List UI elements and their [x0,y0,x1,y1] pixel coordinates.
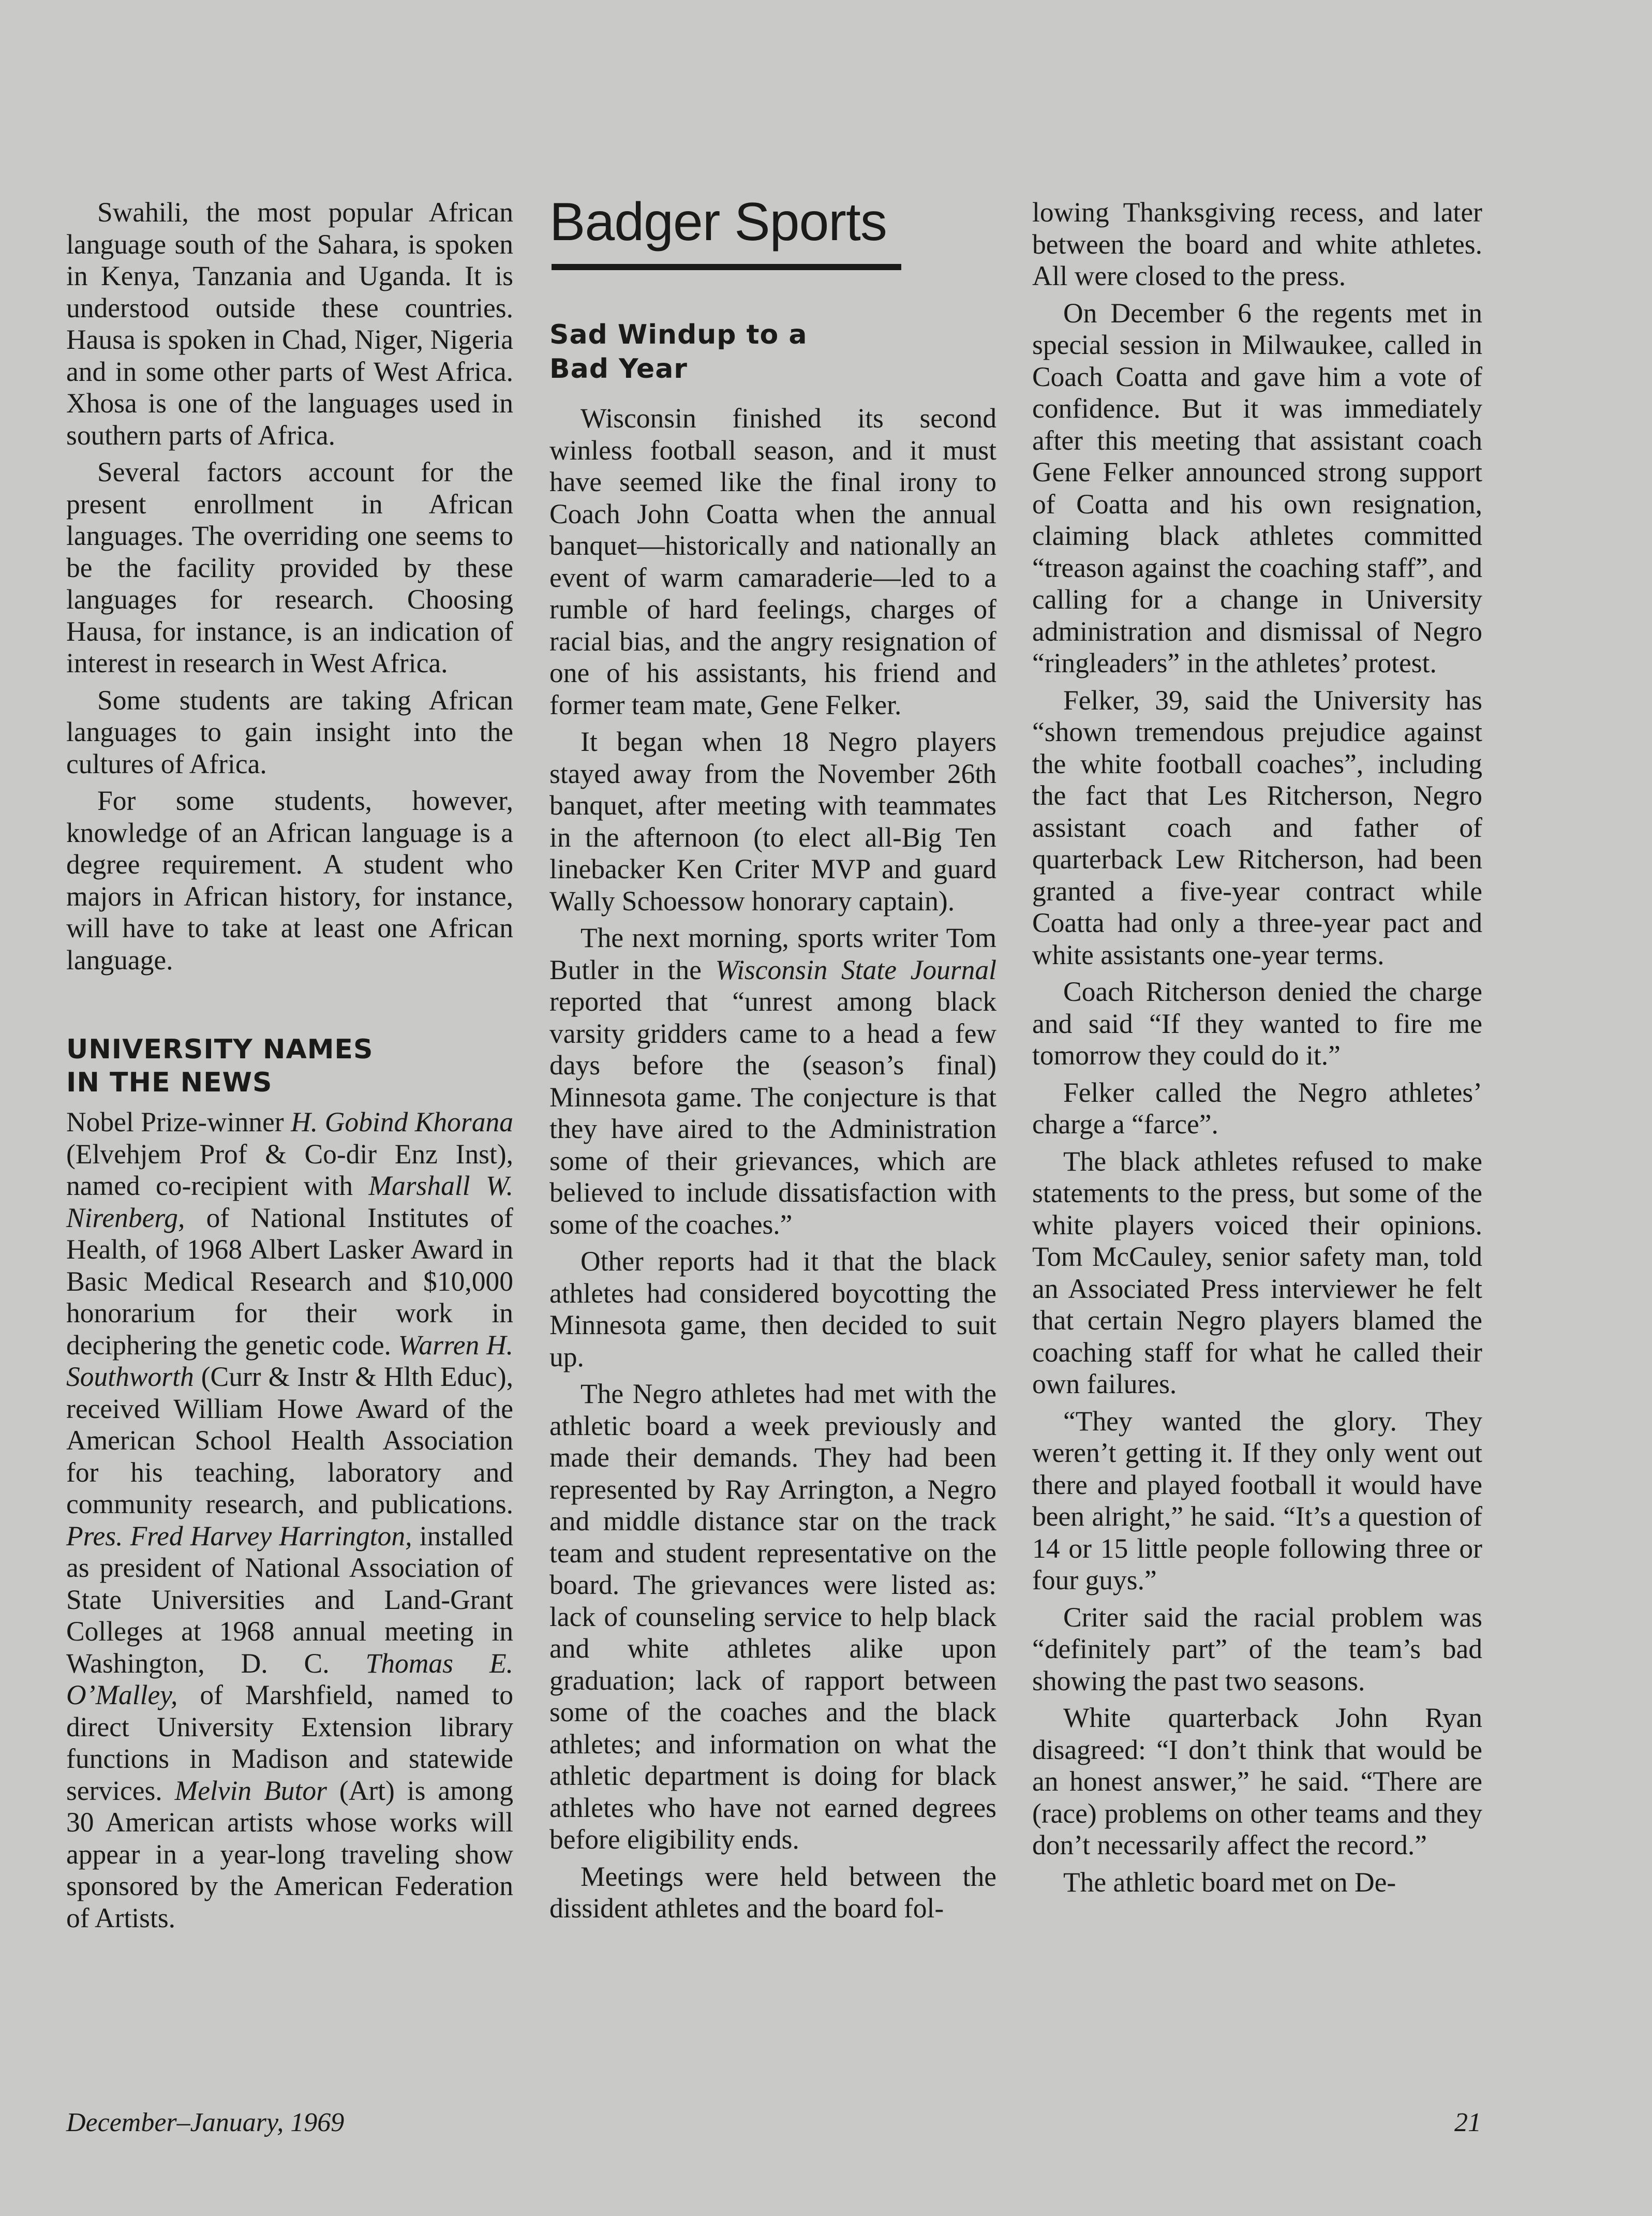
paragraph: Coach Ritcherson denied the charge and said “If they wanted to fire me tomorrow they could do it.” [1032,976,1482,1071]
footer-date: December–January, 1969 [66,2108,345,2137]
university-news-paragraph: Nobel Prize-winner H. Gobind Khorana (Elvehjem Prof & Co-dir Enz Inst), named co-recipient with Marshall W. Nirenberg, of National Institutes of Health, of 1968 Albert Lasker Award in Basic Medical Research and $10,000 honorarium for their work in deciphering the genetic code. Warren H. Southworth (Curr & Instr & Hlth Educ), received William Howe Award of the American School Health Association for his teaching, laboratory and community research, and publications. Pres. Fred Harvey Harrington, installed as president of National Association of State Universities and Land-Grant Colleges at 1968 annual meeting in Washington, D. C. Thomas E. O’Malley, of Marshfield, named to direct University Extension library functions in Madison and statewide services. Melvin Butor (Art) is among 30 American artists whose works will appear in a year-long traveling show sponsored by the American Federation of Artists. [66,1106,514,1933]
paragraph: Felker called the Negro athletes’ charge a “farce”. [1032,1076,1482,1140]
paragraph: Felker, 39, said the University has “shown tremendous prejudice against the white football coaches”, including the fact that Les Ritcherson, Negro assistant coach and father of quarterback Lew Ritcherson, had been granted a five-year contract while Coatta had only a three-year pact and white assistants one-year terms. [1032,684,1482,970]
paragraph: Wisconsin finished its second winless football season, and it must have seemed like the final irony to Coach John Coatta when the annual banquet—historically and nationally an event of warm camaraderie—led to a rumble of hard feelings, charges of racial bias, and the angry resignation of one of his assistants, his friend and former team mate, Gene Felker. [549,403,996,720]
right-column [1032,197,1482,1903]
paragraph: White quarterback John Ryan disagreed: “I don’t think that would be an honest answer,” he said. “There are (race) problems on other teams and they don’t necessarily affect the record.” [1032,1702,1482,1860]
paragraph: lowing Thanksgiving recess, and later between the board and white athletes. All were closed to the press. [1032,197,1482,291]
page-number: 21 [1454,2108,1481,2137]
paragraph: Some students are taking African languages to gain insight into the cultures of Africa. [66,684,513,779]
paragraph: Other reports had it that the black athletes had considered boycotting the Minnesota game, then decided to suit up. [549,1246,996,1372]
left-column [66,197,513,1939]
paragraph: Several factors account for the present enrollment in African languages. The overriding one seems to be the facility provided by these languages for research. Choosing Hausa, for instance, is an indication of interest in research in West Africa. [66,456,513,678]
paragraph: Criter said the racial problem was “definitely part” of the team’s bad showing the past two seasons. [1032,1601,1482,1696]
paragraph: The Negro athletes had met with the athletic board a week previously and made their demands. They had been represented by Ray Arrington, a Negro and middle distance star on the track team and student representative on the board. The grievances were listed as: lack of counseling service to help black and white athletes alike upon graduation; lack of rapport between some of the coaches and the black athletes; and information on what the athletic department is doing for black athletes who have not earned degrees before eligibility ends. [549,1378,996,1855]
university-names-heading: UNIVERSITY NAMES IN THE NEWS [66,1034,374,1098]
paragraph: The athletic board met on De- [1063,1866,1396,1898]
paragraph: “They wanted the glory. They weren’t getting it. If they only went out there and played football it would have been alright,” he said. “It’s a question of 14 or 15 little people following three or four guys.” [1032,1405,1482,1595]
paragraph: Meetings were held between the dissident athletes and the board fol- [549,1860,996,1924]
article-headline: Sad Windup to a Bad Year [549,319,808,385]
paragraph: The black athletes refused to make statements to the press, but some of the white players voiced their opinions. Tom McCauley, senior safety man, told an Associated Press interviewer he felt that certain Negro players blamed the coaching staff for what he called their own failures. [1032,1145,1482,1399]
masthead-rule [552,264,901,270]
paragraph: Swahili, the most popular African language south of the Sahara, is spoken in Kenya, Tanzania and Uganda. It is understood outside these countries. Hausa is spoken in Chad, Niger, Nigeria and in some other parts of West Africa. Xhosa is one of the languages used in southern parts of Africa. [66,197,513,451]
paragraph: On December 6 the regents met in special session in Milwaukee, called in Coach Coatta and gave him a vote of confidence. But it was immediately after this meeting that assistant coach Gene Felker announced strong support of Coatta and his own resignation, claiming black athletes committed “treason against the coaching staff”, and calling for a change in University administration and dismissal of Negro “ringleaders” in the athletes’ protest. [1032,297,1482,678]
paragraph: The next morning, sports writer Tom Butler in the Wisconsin State Journal reported that “unrest among black varsity gridders came to a head a few days before the (season’s final) Minnesota game. The conjecture is that they have aired to the Administration some of their grievances, which are believed to include dissatisfaction with some of the coaches.” [549,922,996,1240]
badger-sports-masthead: Badger Sports [549,192,887,252]
middle-column [549,191,996,1930]
paragraph: For some students, however, knowledge of an African language is a degree requirement. A student who majors in African history, for instance, will have to take at least one African language. [66,785,513,976]
paragraph: It began when 18 Negro players stayed away from the November 26th banquet, after meeting with teammates in the afternoon (to elect all-Big Ten linebacker Ken Criter MVP and guard Wally Schoessow honorary captain). [549,726,996,917]
